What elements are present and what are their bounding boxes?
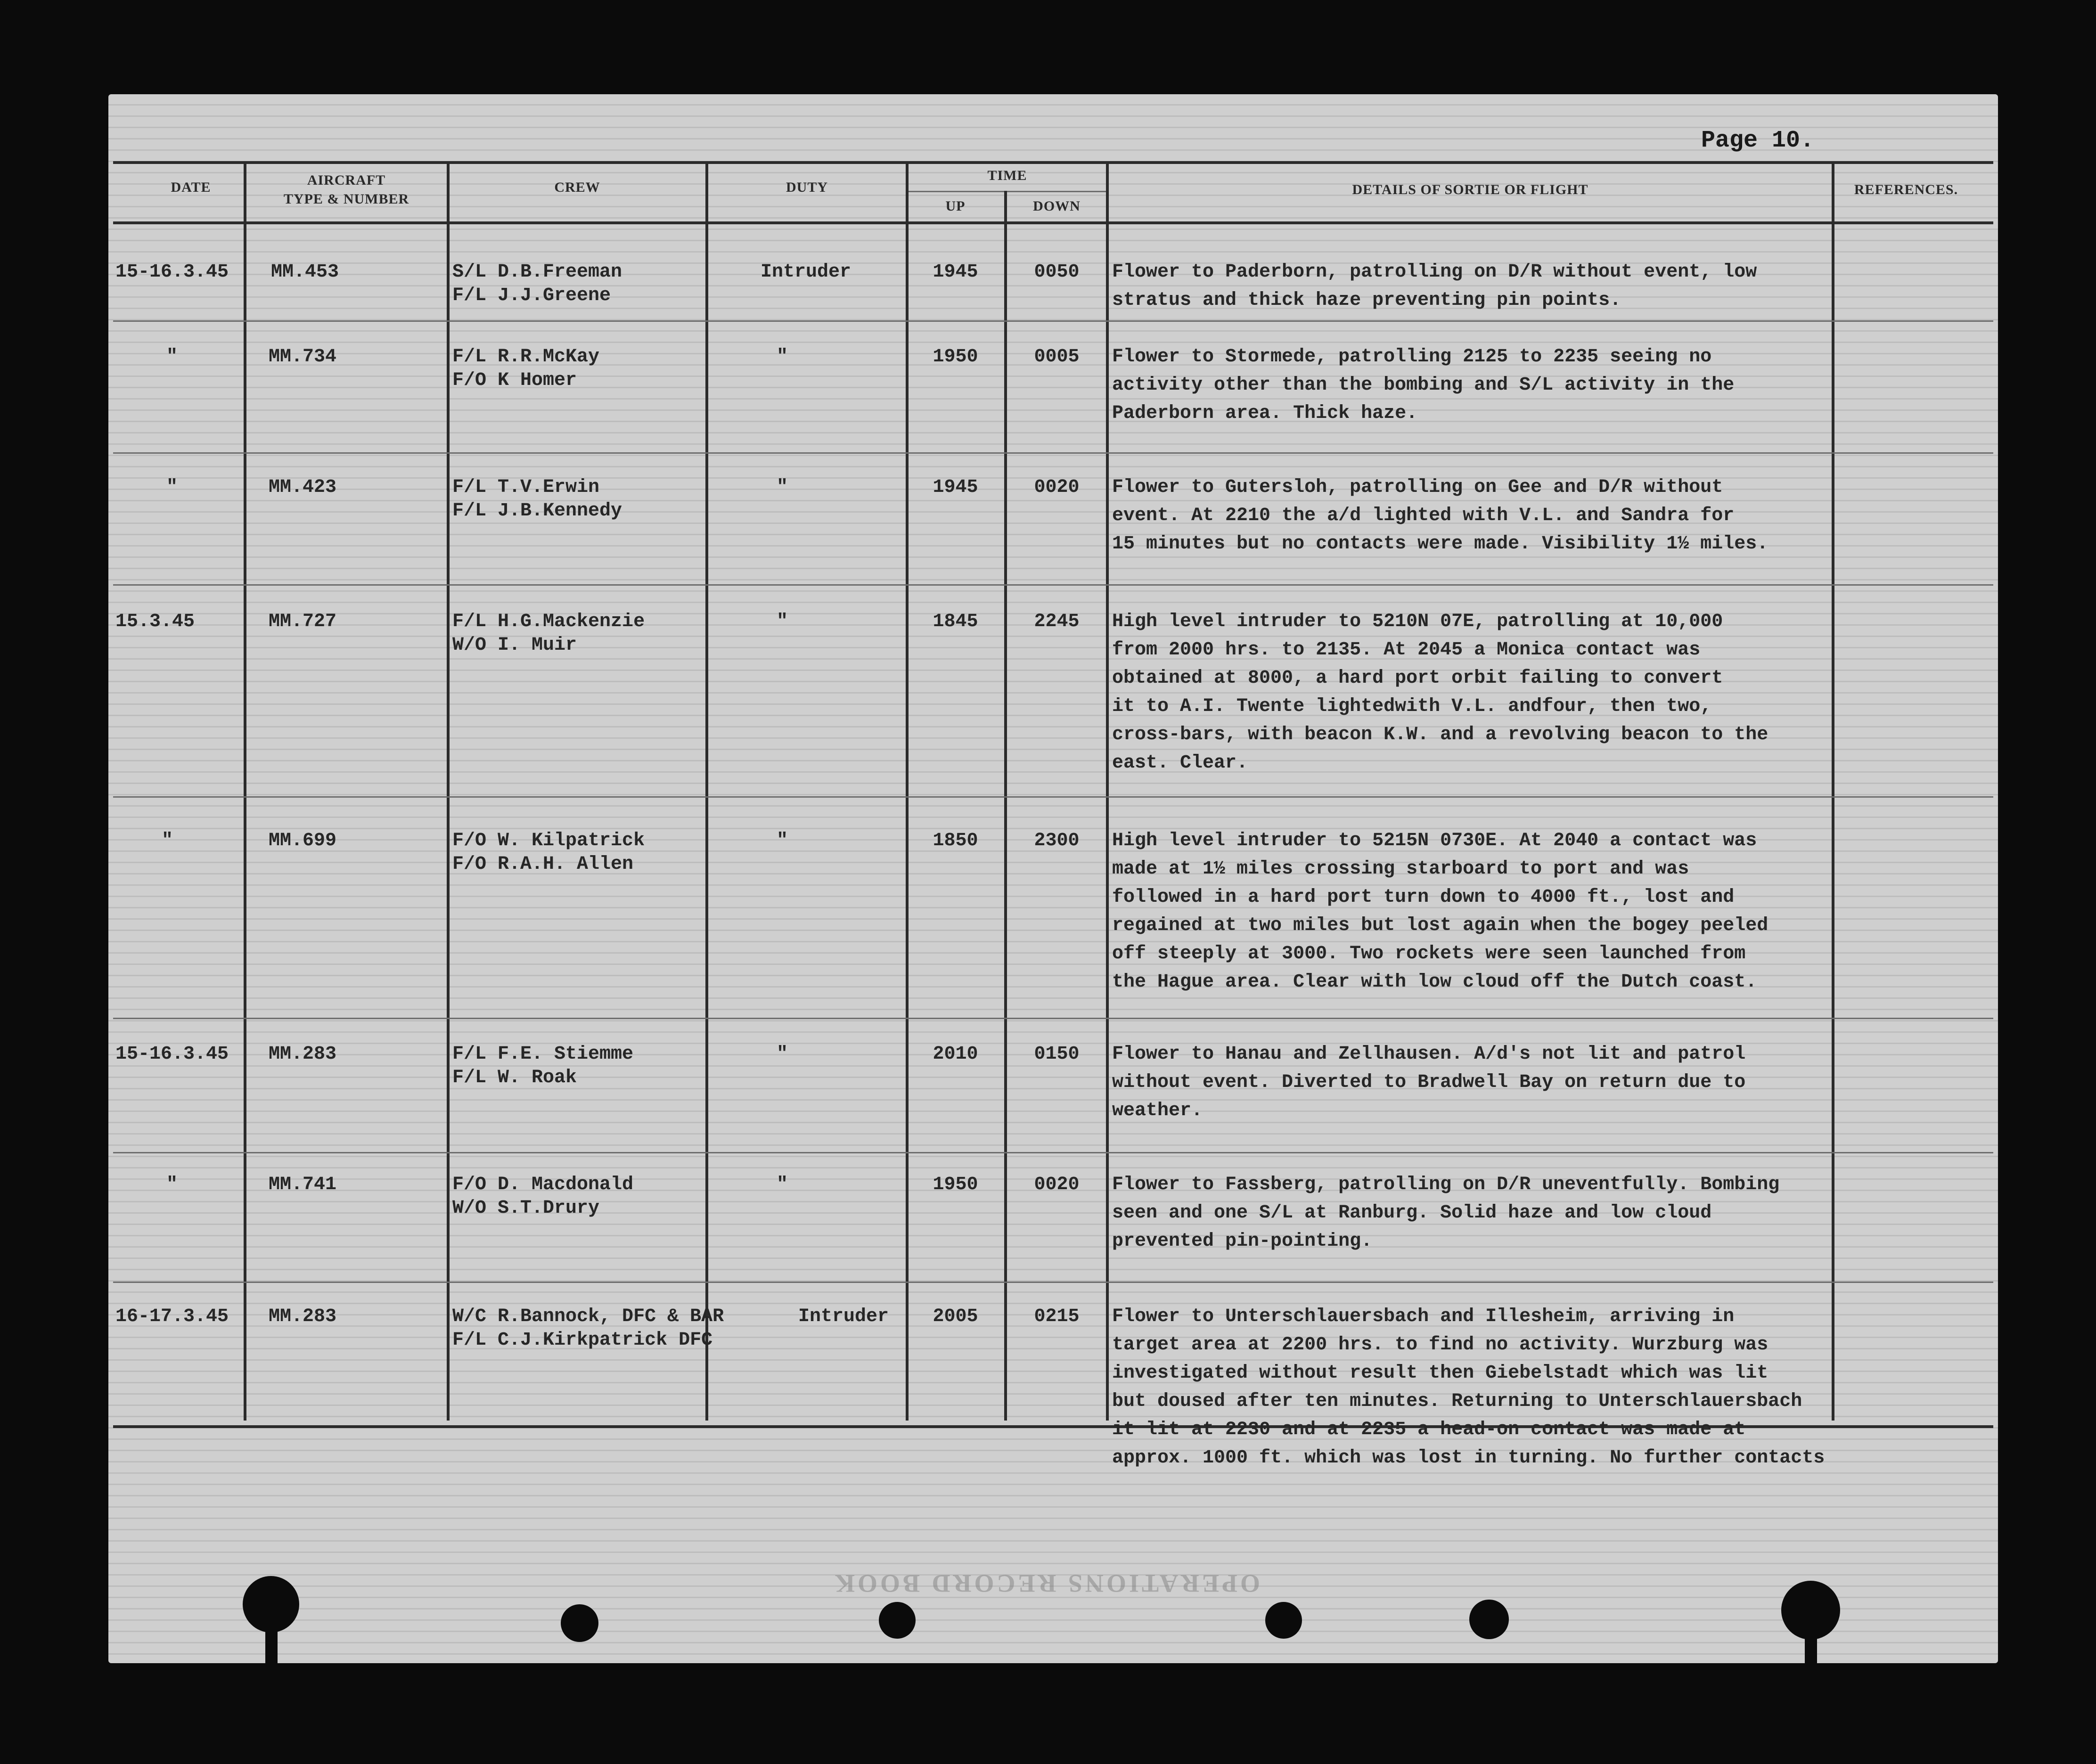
entry-details: Flower to Stormede, patrolling 2125 to 2235 seeing no activity other than the bombing and S/L activity in the Paderborn area. Thick haze. — [1112, 346, 1735, 424]
entry-crew-pilot: F/L F.E. Stiemme — [452, 1044, 634, 1065]
entry-crew-pilot: F/O W. Kilpatrick — [452, 830, 645, 851]
entry-details: High level intruder to 5210N 07E, patrolling at 10,000 from 2000 hrs. to 2135. At 2045 a Monica contact was obtained at 8000, a hard port orbit failing to convert it to A.I. Twente lightedwith V.L. andfour, then two, cross-bars, with beacon K.W. and a revolving beacon to the east. Clear. — [1112, 611, 1768, 774]
entry-time-down: 0020 — [1034, 477, 1080, 498]
entry-crew-navigator: F/L J.B.Kennedy — [452, 500, 622, 522]
entry-time-up: 2010 — [933, 1044, 978, 1065]
entry-aircraft: MM.283 — [269, 1044, 337, 1065]
entry-duty: Intruder — [798, 1306, 889, 1327]
row-rule — [113, 1152, 1993, 1153]
entry-crew-navigator: F/L J.J.Greene — [452, 285, 611, 306]
entry-aircraft: MM.453 — [271, 261, 339, 283]
header-time-down: DOWN — [1033, 198, 1081, 214]
entry-crew-pilot: F/L H.G.Mackenzie — [452, 611, 645, 632]
header-crew: CREW — [554, 180, 600, 195]
header-date: DATE — [171, 180, 211, 195]
row-rule — [113, 796, 1993, 798]
entry-date: 15-16.3.45 — [115, 1044, 229, 1065]
row-rule — [113, 1018, 1993, 1019]
entry-time-down: 0005 — [1034, 346, 1080, 368]
header-duty: DUTY — [786, 180, 828, 195]
entry-time-up: 2005 — [933, 1306, 978, 1327]
time-subheader-rule — [907, 191, 1107, 192]
row-rule — [113, 320, 1993, 322]
punch-hole-slot-left — [265, 1621, 278, 1677]
entry-time-up: 1950 — [933, 346, 978, 368]
page-number: Page 10. — [1701, 127, 1815, 154]
entry-time-down: 0150 — [1034, 1044, 1080, 1065]
entry-details: Flower to Paderborn, patrolling on D/R without event, low stratus and thick haze preventing pin points. — [1112, 261, 1757, 311]
punch-hole — [561, 1604, 598, 1642]
entry-crew-navigator: F/L C.J.Kirkpatrick DFC — [452, 1330, 713, 1351]
header-time: TIME — [987, 168, 1027, 183]
entry-details: Flower to Fassberg, patrolling on D/R uneventfully. Bombing seen and one S/L at Ranburg. Solid haze and low cloud prevented pin-pointing. — [1112, 1174, 1780, 1252]
entry-crew-pilot: F/O D. Macdonald — [452, 1174, 634, 1195]
punch-hole-slot-right — [1805, 1625, 1817, 1677]
column-rule-1 — [244, 163, 246, 1421]
entry-date: " — [161, 830, 173, 851]
entry-duty: " — [776, 611, 788, 632]
row-rule — [113, 584, 1993, 586]
entry-time-up: 1945 — [933, 261, 978, 283]
entry-aircraft: MM.283 — [269, 1306, 337, 1327]
column-rule-2 — [447, 163, 450, 1421]
entry-crew-navigator: F/L W. Roak — [452, 1067, 577, 1088]
entry-crew-navigator: F/O K Homer — [452, 370, 577, 391]
entry-aircraft: MM.734 — [269, 346, 337, 368]
entry-duty: " — [776, 1044, 788, 1065]
entry-date: 16-17.3.45 — [115, 1306, 229, 1327]
entry-time-up: 1850 — [933, 830, 978, 851]
column-rule-5 — [1004, 191, 1007, 1421]
header-details: DETAILS OF SORTIE OR FLIGHT — [1352, 182, 1588, 197]
entry-crew-navigator: W/O S.T.Drury — [452, 1198, 600, 1219]
entry-crew-pilot: F/L T.V.Erwin — [452, 477, 600, 498]
entry-duty: " — [776, 477, 788, 498]
entry-time-up: 1845 — [933, 611, 978, 632]
bleed-through-stamp: OPERATIONS RECORD BOOK — [832, 1569, 1261, 1598]
entry-crew-pilot: S/L D.B.Freeman — [452, 261, 622, 283]
header-references: REFERENCES. — [1854, 182, 1958, 197]
entry-date: 15.3.45 — [115, 611, 195, 632]
entry-duty: " — [776, 830, 788, 851]
entry-crew-navigator: W/O I. Muir — [452, 635, 577, 656]
row-rule — [113, 1282, 1993, 1283]
entry-details: High level intruder to 5215N 0730E. At 2040 a contact was made at 1½ miles crossing starboard to port and was followed in a hard port turn down to 4000 ft., lost and regained at two miles but lost again when the bogey peeled off steeply at 3000. Two rockets were seen launched from the Hague area. Clear with low cloud off the Dutch coast. — [1112, 830, 1768, 993]
entry-date: " — [166, 1174, 178, 1195]
row-rule — [113, 452, 1993, 454]
entry-crew-navigator: F/O R.A.H. Allen — [452, 854, 634, 875]
entry-details: Flower to Gutersloh, patrolling on Gee and D/R without event. At 2210 the a/d lighted with V.L. and Sandra for 15 minutes but no contacts were made. Visibility 1½ miles. — [1112, 477, 1768, 555]
punch-hole — [1469, 1600, 1509, 1639]
entry-crew-pilot: F/L R.R.McKay — [452, 346, 600, 368]
entry-time-down: 2245 — [1034, 611, 1080, 632]
column-rule-7 — [1832, 163, 1834, 1421]
header-aircraft-line2: TYPE & NUMBER — [283, 191, 409, 207]
entry-time-down: 2300 — [1034, 830, 1080, 851]
entry-date: " — [166, 477, 178, 498]
punch-hole — [1265, 1602, 1302, 1639]
entry-details: Flower to Hanau and Zellhausen. A/d's not lit and patrol without event. Diverted to Bradwell Bay on return due to weather. — [1112, 1044, 1746, 1121]
punch-hole — [879, 1602, 916, 1639]
entry-details: Flower to Unterschlauersbach and Illesheim, arriving in target area at 2200 hrs. to find no activity. Wurzburg was investigated without result then Giebelstadt which was lit but doused after ten minutes. Returning to Unterschlauersbach it lit at 2230 and at 2235 a head-on contact was made at approx. 1000 ft. which was lost in turning. No further contacts — [1112, 1306, 1825, 1469]
entry-duty: " — [776, 346, 788, 368]
entry-crew-pilot: W/C R.Bannock, DFC & BAR — [452, 1306, 724, 1327]
entry-date: 15-16.3.45 — [115, 261, 229, 283]
entry-duty: Intruder — [760, 261, 852, 283]
entry-time-up: 1950 — [933, 1174, 978, 1195]
header-aircraft-line1: AIRCRAFT — [307, 172, 386, 188]
header-time-up: UP — [945, 198, 966, 214]
header-bottom-rule — [113, 221, 1993, 224]
entry-duty: " — [776, 1174, 788, 1195]
table-top-rule — [113, 161, 1993, 164]
entry-time-up: 1945 — [933, 477, 978, 498]
entry-aircraft: MM.741 — [269, 1174, 337, 1195]
entry-time-down: 0020 — [1034, 1174, 1080, 1195]
entry-time-down: 0215 — [1034, 1306, 1080, 1327]
entry-time-down: 0050 — [1034, 261, 1080, 283]
entry-aircraft: MM.727 — [269, 611, 337, 632]
entry-aircraft: MM.699 — [269, 830, 337, 851]
entry-date: " — [166, 346, 178, 368]
entry-aircraft: MM.423 — [269, 477, 337, 498]
